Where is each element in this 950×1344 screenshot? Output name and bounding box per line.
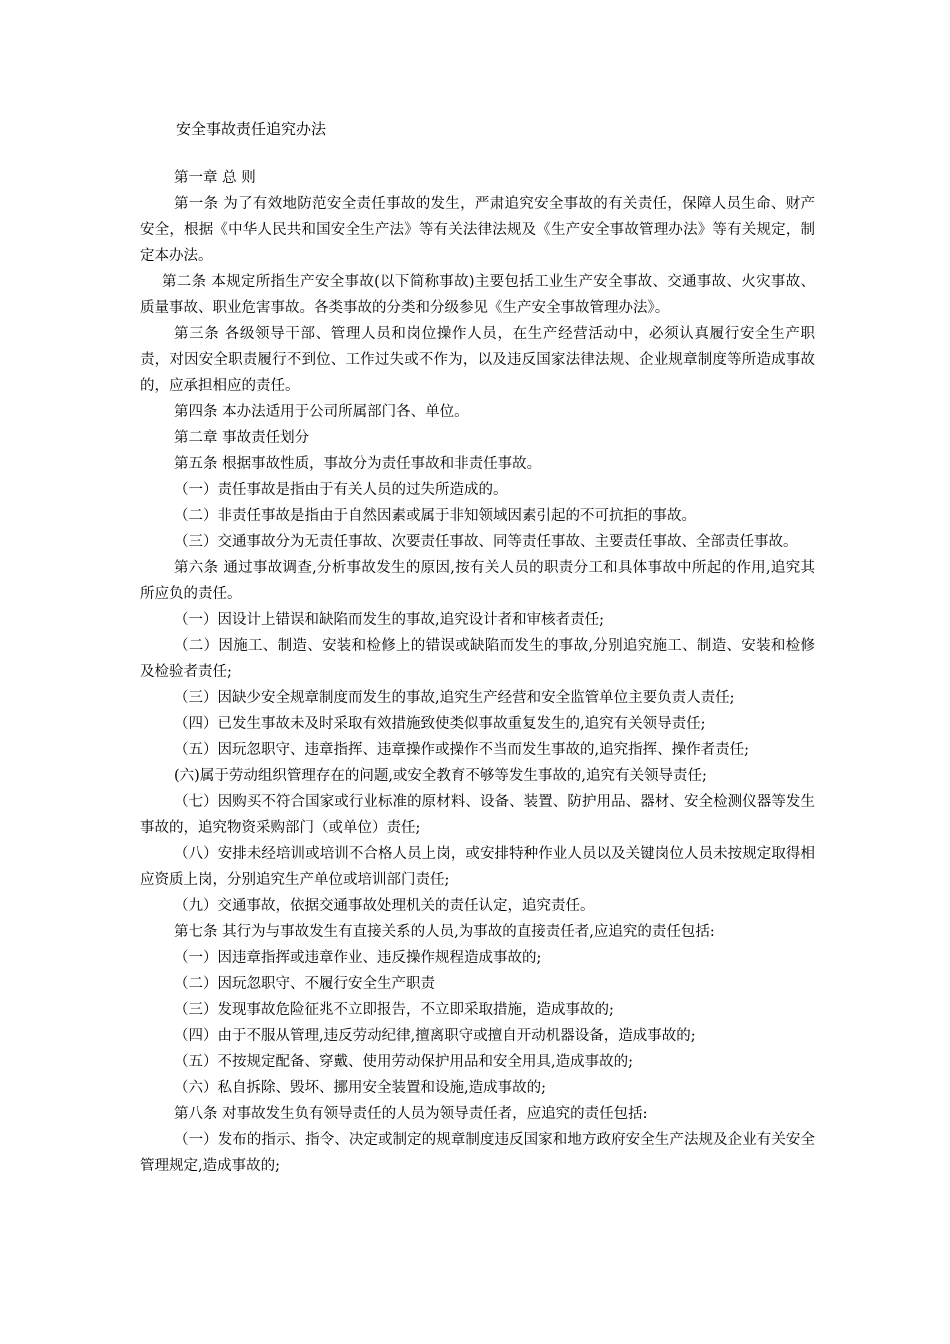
list-item: （三）交通事故分为无责任事故、次要责任事故、同等责任事故、主要责任事故、全部责任事故。 — [174, 534, 798, 550]
article-paragraph: 第一条 为了有效地防范安全责任事故的发生，严肃追究安全事故的有关责任，保障人员生命、财产安全，根据《中华人民共和国安全生产法》等有关法律法规及《生产安全事故管理办法》等有关规定，制定本办法。 — [140, 196, 815, 264]
document-title: 安全事故责任追究办法 — [176, 120, 327, 138]
article-paragraph: 第二条 本规定所指生产安全事故(以下简称事故)主要包括工业生产安全事故、交通事故、火灾事故、质量事故、职业危害事故。各类事故的分类和分级参见《生产安全事故管理办法》。 — [140, 274, 815, 316]
list-item: （二）非责任事故是指由于自然因素或属于非知领域因素引起的不可抗拒的事故。 — [174, 508, 696, 524]
article-paragraph: 第五条 根据事故性质，事故分为责任事故和非责任事故。 — [174, 456, 542, 472]
chapter-heading: 第二章 事故责任划分 — [174, 430, 310, 446]
list-item: (六)属于劳动组织管理存在的问题,或安全教育不够等发生事故的,追究有关领导责任; — [174, 768, 707, 784]
list-item: （四）由于不服从管理,违反劳动纪律,擅离职守或擅自开动机器设备，造成事故的; — [174, 1028, 696, 1044]
list-item: （五）因玩忽职守、违章指挥、违章操作或操作不当而发生事故的,追究指挥、操作者责任; — [174, 742, 749, 758]
document-body — [140, 165, 815, 1179]
list-item: （七）因购买不符合国家或行业标准的原材料、设备、装置、防护用品、器材、安全检测仪器等发生事故的，追究物资采购部门（或单位）责任; — [140, 794, 815, 836]
list-item: （四）已发生事故未及时采取有效措施致使类似事故重复发生的,追究有关领导责任; — [174, 716, 706, 732]
chapter-heading: 第一章 总 则 — [174, 170, 256, 186]
list-item: （二）因施工、制造、安装和检修上的错误或缺陷而发生的事故,分别追究施工、制造、安装和检修及检验者责任; — [140, 638, 815, 680]
list-item: （八）安排未经培训或培训不合格人员上岗，或安排特种作业人员以及关键岗位人员未按规定取得相应资质上岗，分别追究生产单位或培训部门责任; — [140, 846, 815, 888]
list-item: （一）因违章指挥或违章作业、违反操作规程造成事故的; — [174, 950, 542, 966]
list-item: （一）因设计上错误和缺陷而发生的事故,追究设计者和审核者责任; — [174, 612, 604, 628]
list-item: （二）因玩忽职守、不履行安全生产职责 — [174, 976, 435, 992]
list-item: （三）因缺少安全规章制度而发生的事故,追究生产经营和安全监管单位主要负责人责任; — [174, 690, 735, 706]
article-paragraph: 第八条 对事故发生负有领导责任的人员为领导责任者，应追究的责任包括: — [174, 1106, 648, 1122]
list-item: （六）私自拆除、毁坏、挪用安全装置和设施,造成事故的; — [174, 1080, 546, 1096]
article-paragraph: 第三条 各级领导干部、管理人员和岗位操作人员，在生产经营活动中，必须认真履行安全生产职责，对因安全职责履行不到位、工作过失或不作为，以及违反国家法律法规、企业规章制度等所造成事故的，应承担相应的责任。 — [140, 326, 815, 394]
list-item: （九）交通事故，依据交通事故处理机关的责任认定，追究责任。 — [174, 898, 595, 914]
list-item: （一）责任事故是指由于有关人员的过失所造成的。 — [174, 482, 508, 498]
article-paragraph: 第四条 本办法适用于公司所属部门各、单位。 — [174, 404, 469, 420]
article-paragraph: 第六条 通过事故调查,分析事故发生的原因,按有关人员的职责分工和具体事故中所起的作用,追究其所应负的责任。 — [140, 560, 815, 602]
list-item: （五）不按规定配备、穿戴、使用劳动保护用品和安全用具,造成事故的; — [174, 1054, 633, 1070]
list-item: （一）发布的指示、指令、决定或制定的规章制度违反国家和地方政府安全生产法规及企业有关安全管理规定,造成事故的; — [140, 1132, 815, 1174]
article-paragraph: 第七条 其行为与事故发生有直接关系的人员,为事故的直接责任者,应追究的责任包括: — [174, 924, 715, 940]
list-item: （三）发现事故危险征兆不立即报告，不立即采取措施，造成事故的; — [174, 1002, 614, 1018]
